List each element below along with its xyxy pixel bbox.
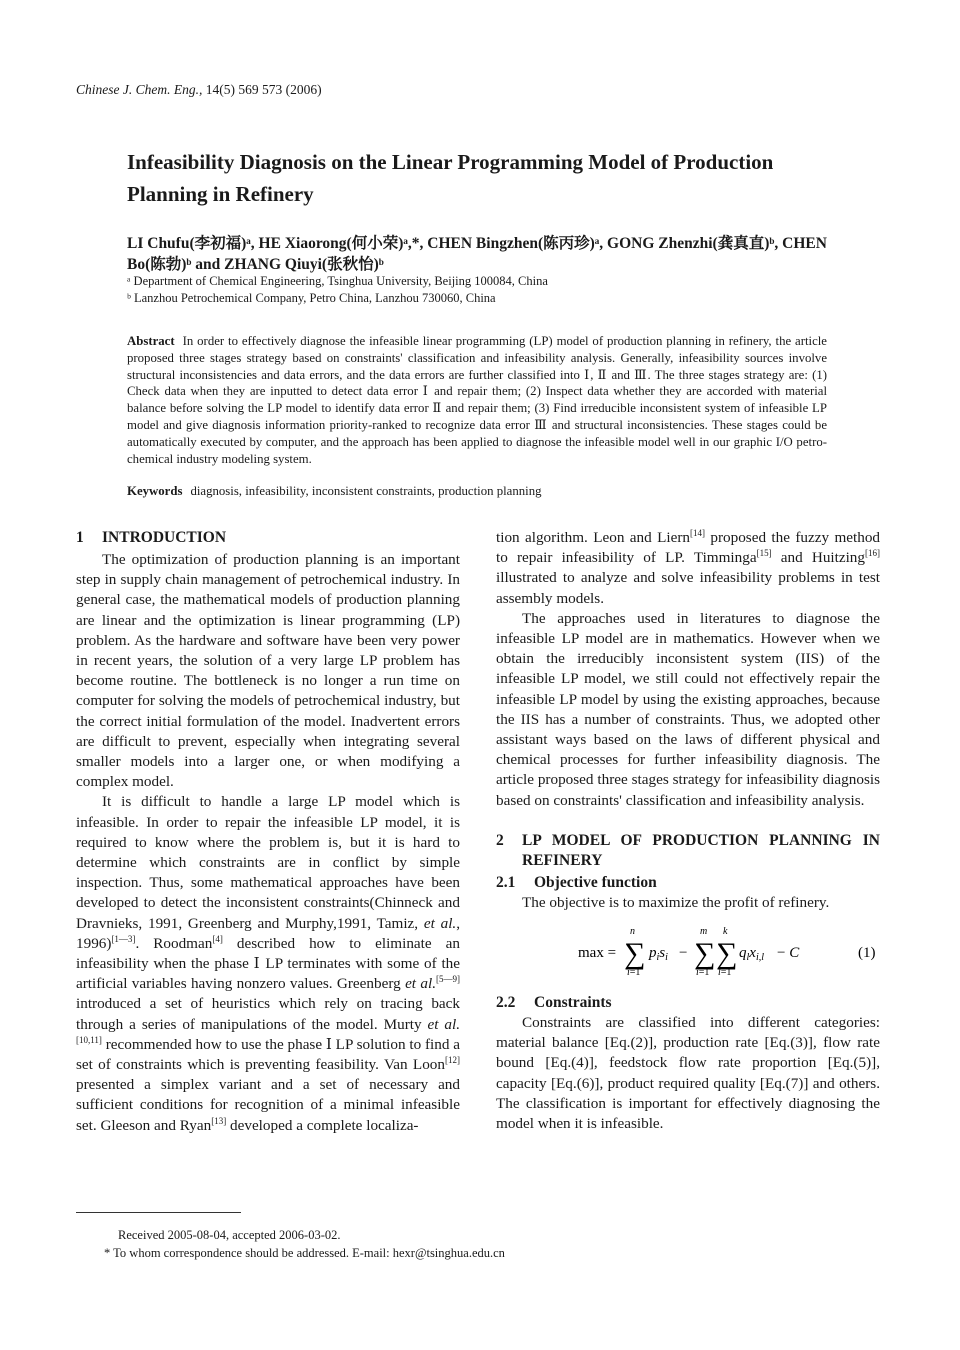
journal-name: Chinese J. Chem. Eng., — [76, 82, 203, 97]
text-run: et al. — [405, 975, 436, 993]
citation-ref: [5—9] — [436, 974, 460, 985]
text-run: recommended how to use the phase Ⅰ LP solution to find a set of constraints which is preventing feasibility. Van Loon — [76, 1035, 460, 1074]
section-number: 2 — [496, 831, 504, 849]
section-title: INTRODUCTION — [102, 529, 227, 546]
text-run: and Huitzing — [771, 549, 865, 567]
svg-text:m: m — [700, 926, 708, 938]
abstract-text: In order to effectively diagnose the infeasible linear programming (LP) model of production planning in refinery, the article proposed three stages strategy based on constraints' classification and infeasibility analysis. Generally, infeasibility sources involve structural inconsistencies and data errors, and the data errors are further classified into Ⅰ, Ⅱ and Ⅲ. The three stages strategy are: (1) Check data when they are inputted to detect data error Ⅰ and repair them; (2) Inspect data whether they are accorded with material balance before solving the LP model to identify data error Ⅱ and repair them; (3) Find irreducible inconsistent system of infeasible LP model and give diagnosis information priority-ranked to recognize data error Ⅲ and structural inconsistencies. These stages could be automatically executed by computer, and the approach has been applied to diagnose the infeasible model well in our graphic I/O petro-chemical industry modeling system. — [127, 334, 827, 466]
svg-text:l=1: l=1 — [718, 967, 732, 979]
svg-text:pisi: $p_is_i$ — [649, 945, 668, 964]
author-list: LI Chufu(李初福)ᵃ, HE Xiaorong(何小荣)ᵃ,*, CHEN Bingzhen(陈丙珍)ᵃ, GONG Zhenzhi(龚真直)ᵇ, CHEN Bo(陈勃)ᵇ and ZHANG Qiuyi(张秋怡)ᵇ — [127, 235, 827, 273]
svg-text:−: − — [679, 945, 688, 962]
section-number: 1 — [76, 529, 84, 546]
objective-equation — [496, 917, 880, 987]
abstract — [127, 333, 827, 467]
text-run: introduced a set of heuristics which rely on tracing back through a series of manipulations of the model. Murty — [76, 995, 460, 1033]
affiliations — [127, 273, 827, 307]
svg-text:qlxi,l: $q_lx_{i,l}$ — [739, 945, 765, 964]
subsection-2-2-heading — [496, 993, 880, 1013]
keywords-label: Keywords — [127, 484, 183, 498]
subsection-2-1-heading — [496, 873, 880, 893]
paper-title: Infeasibility Diagnosis on the Linear Programming Model of Production Planning in Refinery — [127, 150, 774, 206]
received-date: Received 2005-08-04, accepted 2006-03-02. — [118, 1228, 341, 1242]
affiliation-b: ᵇ Lanzhou Petrochemical Company, Petro China, Lanzhou 730060, China — [127, 291, 496, 305]
text-run: tion algorithm. Leon and Liern — [496, 529, 690, 546]
subsection-number: 2.1 — [496, 873, 516, 891]
keywords — [127, 484, 827, 499]
section-2-heading — [496, 831, 880, 871]
citation-ref: [15] — [756, 548, 772, 559]
journal-citation: 14(5) 569 573 (2006) — [205, 82, 322, 97]
subsection-title: Objective function — [534, 873, 657, 891]
right-column — [496, 528, 880, 1134]
svg-text:∑: ∑ — [694, 937, 716, 971]
svg-text:i=1: i=1 — [696, 967, 710, 979]
svg-text:∑: ∑ — [716, 937, 738, 971]
citation-ref: [13] — [211, 1115, 227, 1126]
citation-ref: [14] — [690, 527, 705, 538]
intro-paragraph-2 — [76, 792, 460, 1135]
text-run: . Roodman — [135, 934, 213, 952]
intro-paragraph-1: The optimization of production planning is an important step in supply chain management of petrochemical industry. In general case, the mathematical models of production planning are linear and the optimization is linear programming (LP) problem. As the hardware and software have been very power in recent years, the solution of a very large LP problem has become routine. The bottleneck is no longer a run time on computer for solving the models of petrochemical industry, but the correct initial formulation of the model. Inadvertent errors are difficult to prevent, especially when integrating several smaller models into a larger one, or when modifying a complex model. — [76, 551, 460, 791]
correspondence-note: * To whom correspondence should be addressed. E-mail: hexr@tsinghua.edu.cn — [104, 1246, 505, 1260]
abstract-label: Abstract — [127, 334, 175, 348]
section-title: LP MODEL OF PRODUCTION PLANNING IN REFINERY — [522, 831, 880, 869]
citation-ref: [10,11] — [76, 1034, 102, 1045]
footnote-divider — [76, 1212, 241, 1213]
left-column — [76, 528, 460, 1136]
svg-text:− C: − C — [777, 945, 800, 962]
subsection-title: Constraints — [534, 994, 612, 1012]
svg-text:i=1: i=1 — [627, 967, 641, 979]
text-run: presented a simplex variant and a set of necessary and sufficient conditions for recognition of a minimal infeasible set. Gleeson and Ryan — [76, 1076, 460, 1134]
text-run: developed a complete localiza- — [226, 1116, 419, 1134]
svg-text:n: n — [630, 926, 635, 938]
citation-ref: [12] — [445, 1055, 460, 1066]
text-run: et al. — [427, 1015, 460, 1033]
intro-continuation — [496, 528, 880, 609]
journal-header — [76, 82, 322, 98]
citation-ref: [16] — [865, 548, 880, 559]
equation-1 — [496, 917, 880, 987]
svg-text:max =: max = — [578, 945, 617, 962]
section-1-heading — [76, 528, 460, 548]
text-run: et al. — [423, 914, 457, 932]
text-run: described how to eliminate an infeasibility when the phase Ⅰ LP terminates with some of the artificial variables having nonzero values. Greenberg — [76, 934, 460, 993]
equation-number: (1) — [858, 945, 876, 962]
citation-ref: [1—3] — [111, 933, 136, 944]
citation-ref: [4] — [212, 933, 223, 944]
text-run: illustrated to analyze and solve infeasibility problems in test assembly models. — [496, 569, 880, 607]
constraints-text: Constraints are classified into different categories: material balance [Eq.(2)], production rate [Eq.(3)], flow rate bound [Eq.(4)], feedstock flow rate proportion [Eq.(5)], capacity [Eq.(6)], product required quality [Eq.(7)] and others. The classification is important for effectively diagnosing the model when it is infeasible. — [496, 1014, 880, 1133]
subsection-number: 2.2 — [496, 994, 516, 1012]
affiliation-a: ᵃ Department of Chemical Engineering, Tsinghua University, Beijing 100084, China — [127, 274, 548, 288]
objective-text: The objective is to maximize the profit of refinery. — [522, 893, 830, 911]
intro-paragraph-3: The approaches used in literatures to diagnose the infeasible LP model are in mathematics. However when we obtain the irreducibly inconsistent system (IIS) of the infeasible LP model, we still could not effectively repair the infeasible LP model by using the existing approaches, because the IIS has a number of constraints. Thus, we adopted other assistant ways based on the laws of different physical and chemical processes for further infeasibility diagnosis. The article proposed three stages strategy for infeasibility diagnosis based on constraints' classification and infeasibility analysis. — [496, 609, 880, 809]
keywords-text: diagnosis, infeasibility, inconsistent constraints, production planning — [190, 484, 542, 498]
svg-text:∑: ∑ — [624, 937, 646, 971]
text-run: proposed the fuzzy method to repair infeasibility of LP. Timminga — [496, 529, 881, 567]
svg-text:k: k — [723, 926, 728, 938]
text-run: , 1996) — [76, 914, 461, 952]
text-run: It is difficult to handle a large LP model which is infeasible. In order to repair the infeasible LP model, it is required to know where the problem is, but it is hard to determine which constraints are in conflict by simple inspection. Thus, some mathematical approaches have been developed to detect the inconsistent constraints(Chinneck and Dravnieks, 1991, Greenberg and Murphy,1991, Tamiz, — [76, 793, 460, 932]
